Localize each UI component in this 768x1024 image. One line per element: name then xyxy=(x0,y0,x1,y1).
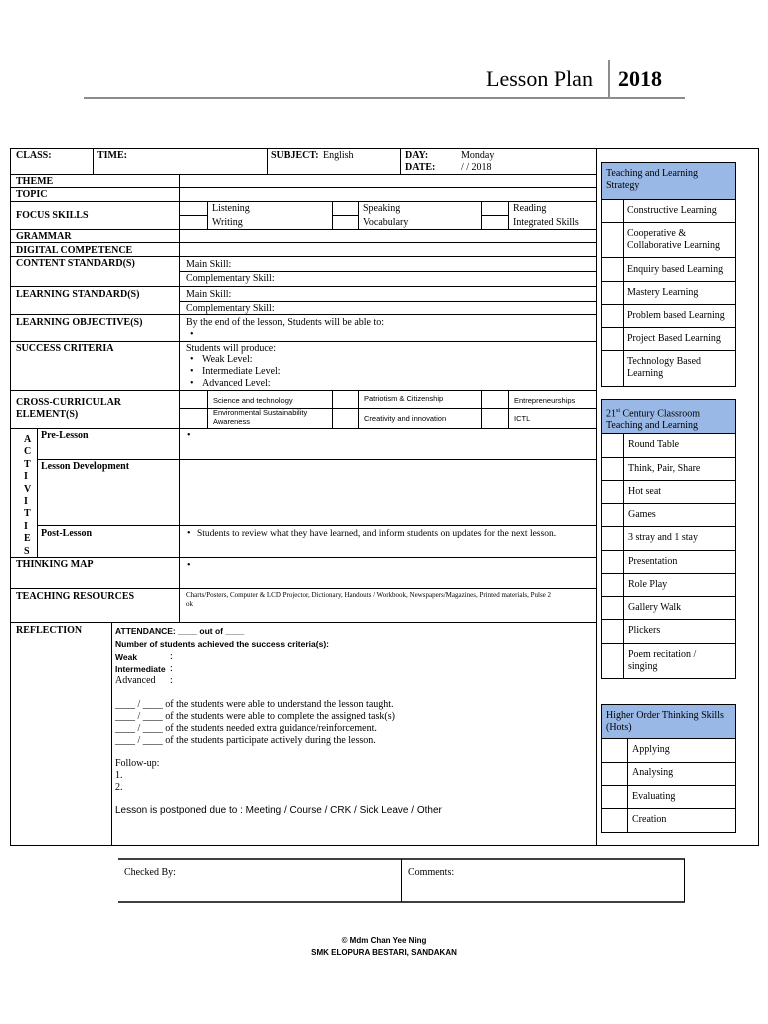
content-main-skill: Main Skill: xyxy=(186,259,232,270)
time-label: TIME: xyxy=(97,150,127,161)
hots-item: Creation xyxy=(632,814,667,825)
reflection-line-1: ____ / ____ of the students were able to understand the lesson taught. xyxy=(115,699,394,710)
content-complementary-skill: Complementary Skill: xyxy=(186,273,275,284)
strategy-item: Constructive Learning xyxy=(627,205,717,216)
success-advanced: Advanced Level: xyxy=(202,378,271,389)
comments-label: Comments: xyxy=(408,867,455,878)
century-item: singing xyxy=(628,661,658,672)
element-label: ELEMENT(S) xyxy=(16,409,79,420)
activities-letter: C xyxy=(24,446,32,458)
objective-bullet: • xyxy=(190,329,194,340)
hots-item: Applying xyxy=(632,744,670,755)
element-environmental: Environmental Sustainability xyxy=(213,408,308,417)
century-item: Games xyxy=(628,509,656,520)
reflection-label: REFLECTION xyxy=(16,625,83,636)
success-weak: Weak Level: xyxy=(202,354,253,365)
success-bullet-intermediate: • xyxy=(190,366,194,377)
hots-header-line-2: (Hots) xyxy=(606,722,632,733)
grammar-label: GRAMMAR xyxy=(16,231,72,242)
reflection-followup-2: 2. xyxy=(115,782,123,793)
reflection-line-3: ____ / ____ of the students needed extra guidance/reinforcement. xyxy=(115,723,377,734)
resources-text: Charts/Posters, Computer & LCD Projector, Dictionary, Handouts / Workbook, Newspapers/Magazines, Printed materials, Pulse 2 xyxy=(186,591,552,599)
learning-complementary-skill: Complementary Skill: xyxy=(186,303,275,314)
century-item: Presentation xyxy=(628,556,678,567)
date-label: DATE: xyxy=(405,162,436,173)
strategy-item: Cooperative & xyxy=(627,228,687,239)
strategy-item: Enquiry based Learning xyxy=(627,264,724,275)
success-bullet-advanced: • xyxy=(190,378,194,389)
date-value: / / 2018 xyxy=(461,162,492,173)
reflection-followup: Follow-up: xyxy=(115,758,160,769)
page-year: 2018 xyxy=(618,66,662,91)
century-item: Plickers xyxy=(628,625,661,636)
topic-label: TOPIC xyxy=(16,189,48,200)
thinking-map-label: THINKING MAP xyxy=(16,559,94,570)
element-patriotism: Patriotism & Citizenship xyxy=(364,394,444,403)
century-item: Hot seat xyxy=(628,486,662,497)
strategy-item: Learning xyxy=(627,368,664,379)
footer-school: SMK ELOPURA BESTARI, SANDAKAN xyxy=(311,948,457,957)
success-intro: Students will produce: xyxy=(186,343,276,354)
reflection-line-2: ____ / ____ of the students were able to complete the assigned task(s) xyxy=(115,711,395,722)
hots-header-line-1: Higher Order Thinking Skills xyxy=(606,710,724,721)
post-lesson-text: Students to review what they have learned, and inform students on updates for the next lesson. xyxy=(197,529,557,539)
hots-item: Evaluating xyxy=(632,791,676,802)
strategy-item: Collaborative Learning xyxy=(627,240,721,251)
day-value: Monday xyxy=(461,150,495,161)
activities-letter: T xyxy=(24,458,31,470)
reflection-line-4: ____ / ____ of the students participate actively during the lesson. xyxy=(115,735,376,746)
learning-standard-label: LEARNING STANDARD(S) xyxy=(16,289,140,300)
skill-integrated: Integrated Skills xyxy=(513,217,579,228)
reflection-achieved: Number of students achieved the success criteria(s): xyxy=(115,639,329,649)
post-lesson-label: Post-Lesson xyxy=(41,528,93,539)
element-creativity: Creativity and innovation xyxy=(364,414,447,423)
hots-item: Analysing xyxy=(632,767,674,778)
element-science: Science and technology xyxy=(213,396,293,405)
element-ictl: ICTL xyxy=(514,414,531,423)
class-label: CLASS: xyxy=(16,150,52,161)
century-header-line-2: Teaching and Learning xyxy=(606,420,699,432)
strategy-header-line-1: Teaching and Learning xyxy=(606,168,699,179)
century-header-text: Century Classroom xyxy=(620,408,701,420)
strategy-header-line-2: Strategy xyxy=(606,180,640,191)
century-item: Think, Pair, Share xyxy=(628,463,701,474)
teaching-resources-label: TEACHING RESOURCES xyxy=(16,591,135,602)
century-item: Poem recitation / xyxy=(628,649,697,660)
resources-text-2: ok xyxy=(186,600,193,608)
subject-label: SUBJECT: xyxy=(271,150,319,161)
activities-letter: I xyxy=(24,471,28,483)
footer-author: © Mdm Chan Yee Ning xyxy=(341,936,427,945)
learning-main-skill: Main Skill: xyxy=(186,289,232,300)
pre-lesson-label: Pre-Lesson xyxy=(41,430,89,441)
activities-letter: V xyxy=(24,483,32,495)
success-bullet-weak: • xyxy=(190,354,194,365)
cross-curricular-label: CROSS-CURRICULAR xyxy=(16,397,122,408)
reflection-followup-1: 1. xyxy=(115,770,123,781)
century-item: Round Table xyxy=(628,439,680,450)
activities-letter: S xyxy=(24,545,30,557)
century-header-num: 21 xyxy=(606,408,616,420)
century-item: Gallery Walk xyxy=(628,602,682,613)
activities-letter: A xyxy=(24,434,32,445)
reflection-intermediate-colon: : xyxy=(170,663,173,674)
strategy-item: Technology Based xyxy=(627,356,702,367)
century-item: 3 stray and 1 stay xyxy=(628,532,698,543)
reflection-advanced-colon: : xyxy=(170,675,173,686)
strategy-item: Problem based Learning xyxy=(627,310,725,321)
element-environmental-2: Awareness xyxy=(213,417,250,426)
objective-text: By the end of the lesson, Students will be able to: xyxy=(186,317,385,328)
content-standard-label: CONTENT STANDARD(S) xyxy=(16,258,135,269)
reflection-intermediate: Intermediate xyxy=(115,664,166,674)
skill-vocabulary: Vocabulary xyxy=(363,217,409,228)
reflection-attendance: ATTENDANCE: ____ out of ____ xyxy=(115,626,245,636)
reflection-weak-colon: : xyxy=(170,651,173,662)
thinking-map-bullet: • xyxy=(187,560,191,571)
strategy-header xyxy=(601,162,736,200)
skill-writing: Writing xyxy=(212,217,243,228)
reflection-postponed: Lesson is postponed due to : Meeting / Course / CRK / Sick Leave / Other xyxy=(115,805,442,816)
skill-reading: Reading xyxy=(513,203,547,214)
skill-speaking: Speaking xyxy=(363,203,401,214)
century-item: Role Play xyxy=(628,579,668,590)
strategy-item: Mastery Learning xyxy=(627,287,699,298)
activities-letter: T xyxy=(24,508,31,520)
lesson-development-label: Lesson Development xyxy=(41,461,130,472)
activities-letter: I xyxy=(24,520,28,532)
checked-by-label: Checked By: xyxy=(124,867,176,878)
century-header-sup: st xyxy=(616,408,621,414)
success-intermediate: Intermediate Level: xyxy=(202,366,281,377)
day-label: DAY: xyxy=(405,150,429,161)
page-title: Lesson Plan xyxy=(486,66,593,91)
pre-lesson-bullet: • xyxy=(187,430,191,441)
skill-listening: Listening xyxy=(212,203,250,214)
digital-competence-label: DIGITAL COMPETENCE xyxy=(16,245,133,256)
subject-value: English xyxy=(323,150,354,161)
hots-header xyxy=(601,704,736,739)
century-header xyxy=(601,399,736,434)
strategy-item: Project Based Learning xyxy=(627,333,721,344)
theme-label: THEME xyxy=(16,176,54,187)
reflection-advanced: Advanced xyxy=(115,675,156,686)
post-lesson-bullet: • xyxy=(187,528,191,539)
element-entrepreneurship: Entrepreneurships xyxy=(514,396,576,405)
focus-skills-label: FOCUS SKILLS xyxy=(16,210,89,221)
activities-letter: E xyxy=(24,533,31,545)
learning-objective-label: LEARNING OBJECTIVE(S) xyxy=(16,317,143,328)
reflection-weak: Weak xyxy=(115,652,138,662)
success-criteria-label: SUCCESS CRITERIA xyxy=(16,343,114,354)
activities-letter: I xyxy=(24,496,28,507)
